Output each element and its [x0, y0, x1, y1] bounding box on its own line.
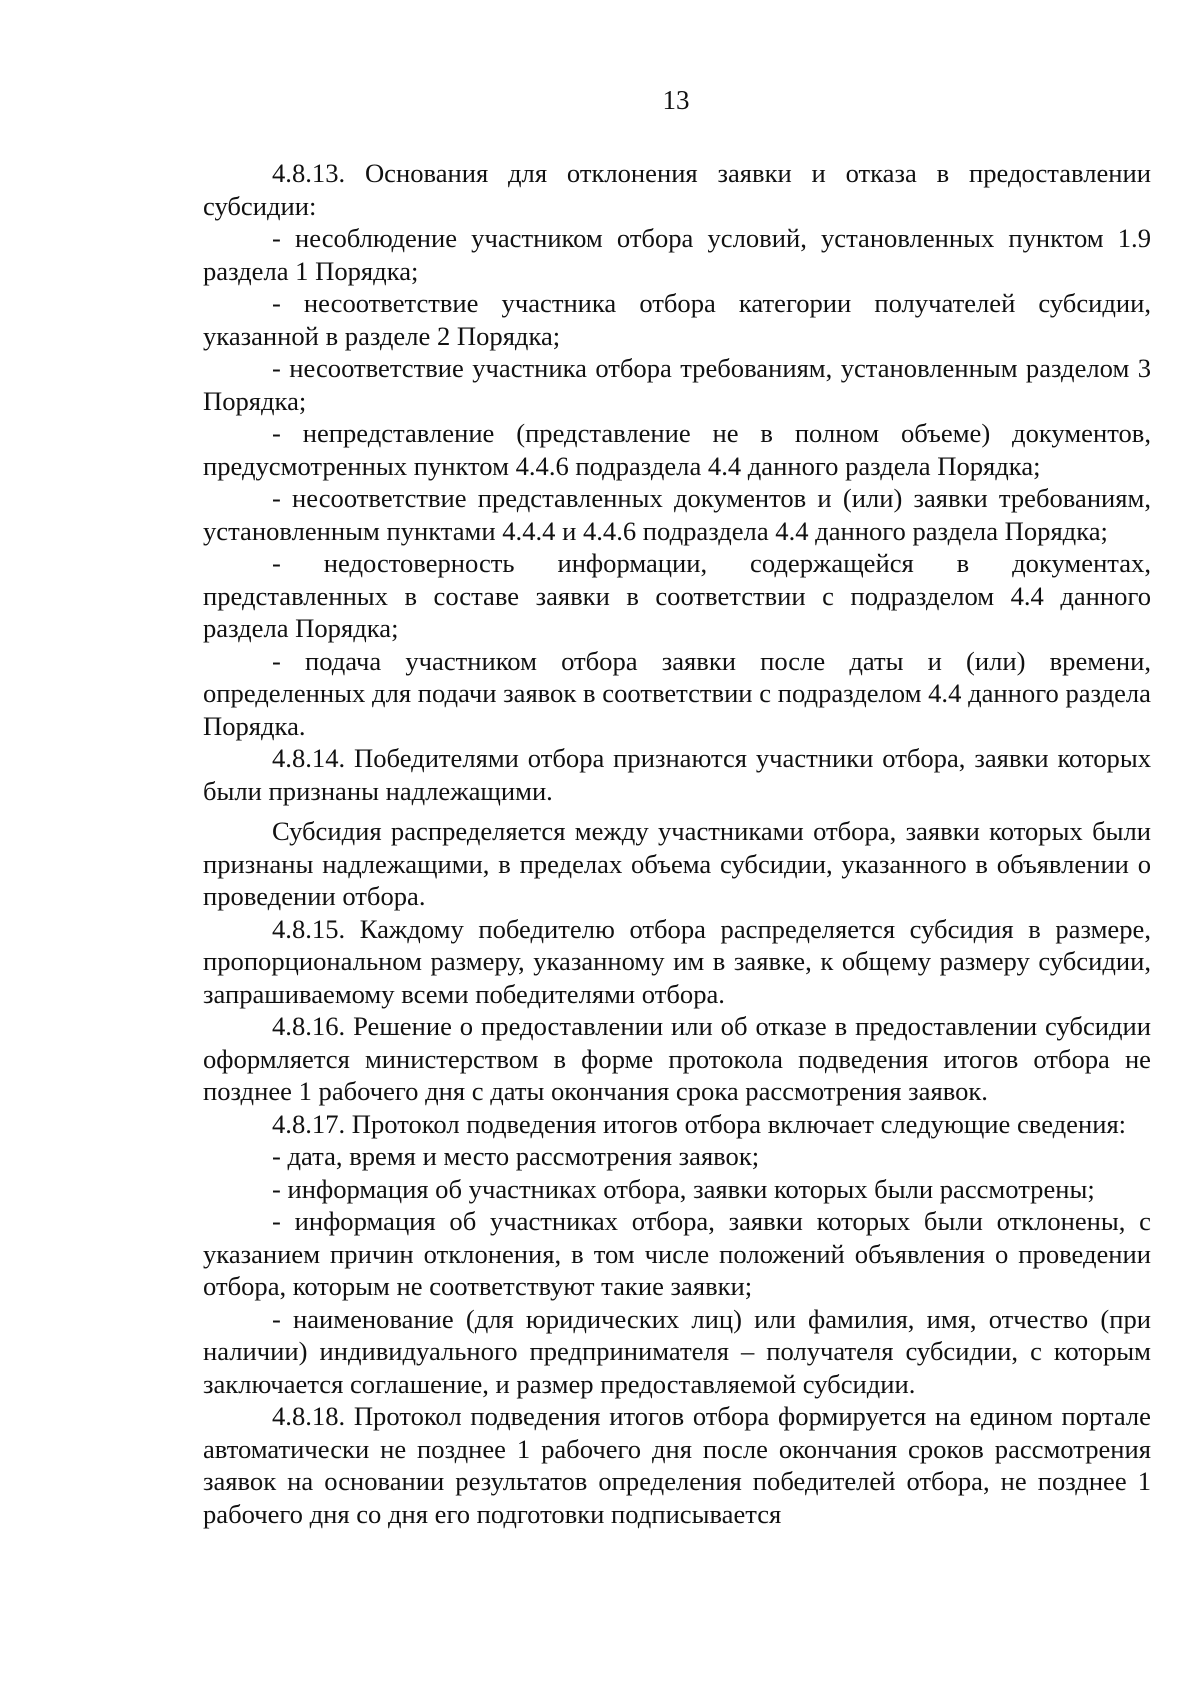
list-item-rejected-participants: - информация об участниках отбора, заявки которых были отклонены, с указанием причин отклонения, в том числе положений объявления о проведении отбора, которым не соответствуют такие заявки;	[203, 1206, 1151, 1301]
paragraph-4-8-17: 4.8.17. Протокол подведения итогов отбора включает следующие сведения:	[272, 1108, 1127, 1139]
paragraph-4-8-13: 4.8.13. Основания для отклонения заявки и отказа в предоставлении субсидии:	[203, 158, 1151, 221]
paragraph-4-8-14: 4.8.14. Победителями отбора признаются участники отбора, заявки которых были признаны надлежащими.	[203, 743, 1151, 806]
list-item-documents-mismatch: - несоответствие представленных документов и (или) заявки требованиям, установленным пунктами 4.4.4 и 4.4.6 подраздела 4.4 данного раздела Порядка;	[203, 483, 1151, 546]
list-item-documents-not-submitted: - непредставление (представление не в полном объеме) документов, предусмотренных пунктом 4.4.6 подраздела 4.4 данного раздела Порядка;	[203, 418, 1151, 481]
list-item-noncompliance-conditions: - несоблюдение участником отбора условий, установленных пунктом 1.9 раздела 1 Порядка;	[203, 223, 1151, 286]
list-item-late-submission: - подача участником отбора заявки после даты и (или) времени, определенных для подачи заявок в соответствии с подразделом 4.4 данного раздела Порядка.	[203, 645, 1151, 741]
paragraph-4-8-18: 4.8.18. Протокол подведения итогов отбора формируется на едином портале автоматически не позднее 1 рабочего дня после окончания сроков рассмотрения заявок на основании результатов определения победителей отбора, не позднее 1 рабочего дня со дня его подготовки подписывается	[203, 1401, 1151, 1529]
page-number: 13	[662, 85, 690, 115]
paragraph-subsidy-distribution: Субсидия распределяется между участниками отбора, заявки которых были признаны надлежащими, в пределах объема субсидии, указанного в объявлении о проведении отбора.	[203, 816, 1151, 911]
list-item-date-time-place: - дата, время и место рассмотрения заявок;	[272, 1141, 760, 1171]
paragraph-4-8-16: 4.8.16. Решение о предоставлении или об отказе в предоставлении субсидии оформляется министерством в форме протокола подведения итогов отбора не позднее 1 рабочего дня с даты окончания срока рассмотрения заявок.	[203, 1011, 1151, 1106]
list-item-reviewed-participants: - информация об участниках отбора, заявки которых были рассмотрены;	[272, 1173, 1095, 1204]
list-item-recipient-name: - наименование (для юридических лиц) или фамилия, имя, отчество (при наличии) индивидуального предпринимателя – получателя субсидии, с которым заключается соглашение, и размер предоставляемой субсидии.	[203, 1303, 1151, 1399]
document-body	[203, 157, 1151, 1530]
paragraph-4-8-15: 4.8.15. Каждому победителю отбора распределяется субсидия в размере, пропорциональном размеру, указанному им в заявке, к общему размеру субсидии, запрашиваемому всеми победителями отбора.	[203, 913, 1151, 1009]
list-item-requirements-mismatch: - несоответствие участника отбора требованиям, установленным разделом 3 Порядка;	[203, 353, 1151, 416]
list-item-information-inaccuracy: - недостоверность информации, содержащейся в документах, представленных в составе заявки в соответствии с подразделом 4.4 данного раздела Порядка;	[203, 548, 1151, 643]
list-item-category-mismatch: - несоответствие участника отбора категории получателей субсидии, указанной в разделе 2 Порядка;	[203, 288, 1151, 351]
